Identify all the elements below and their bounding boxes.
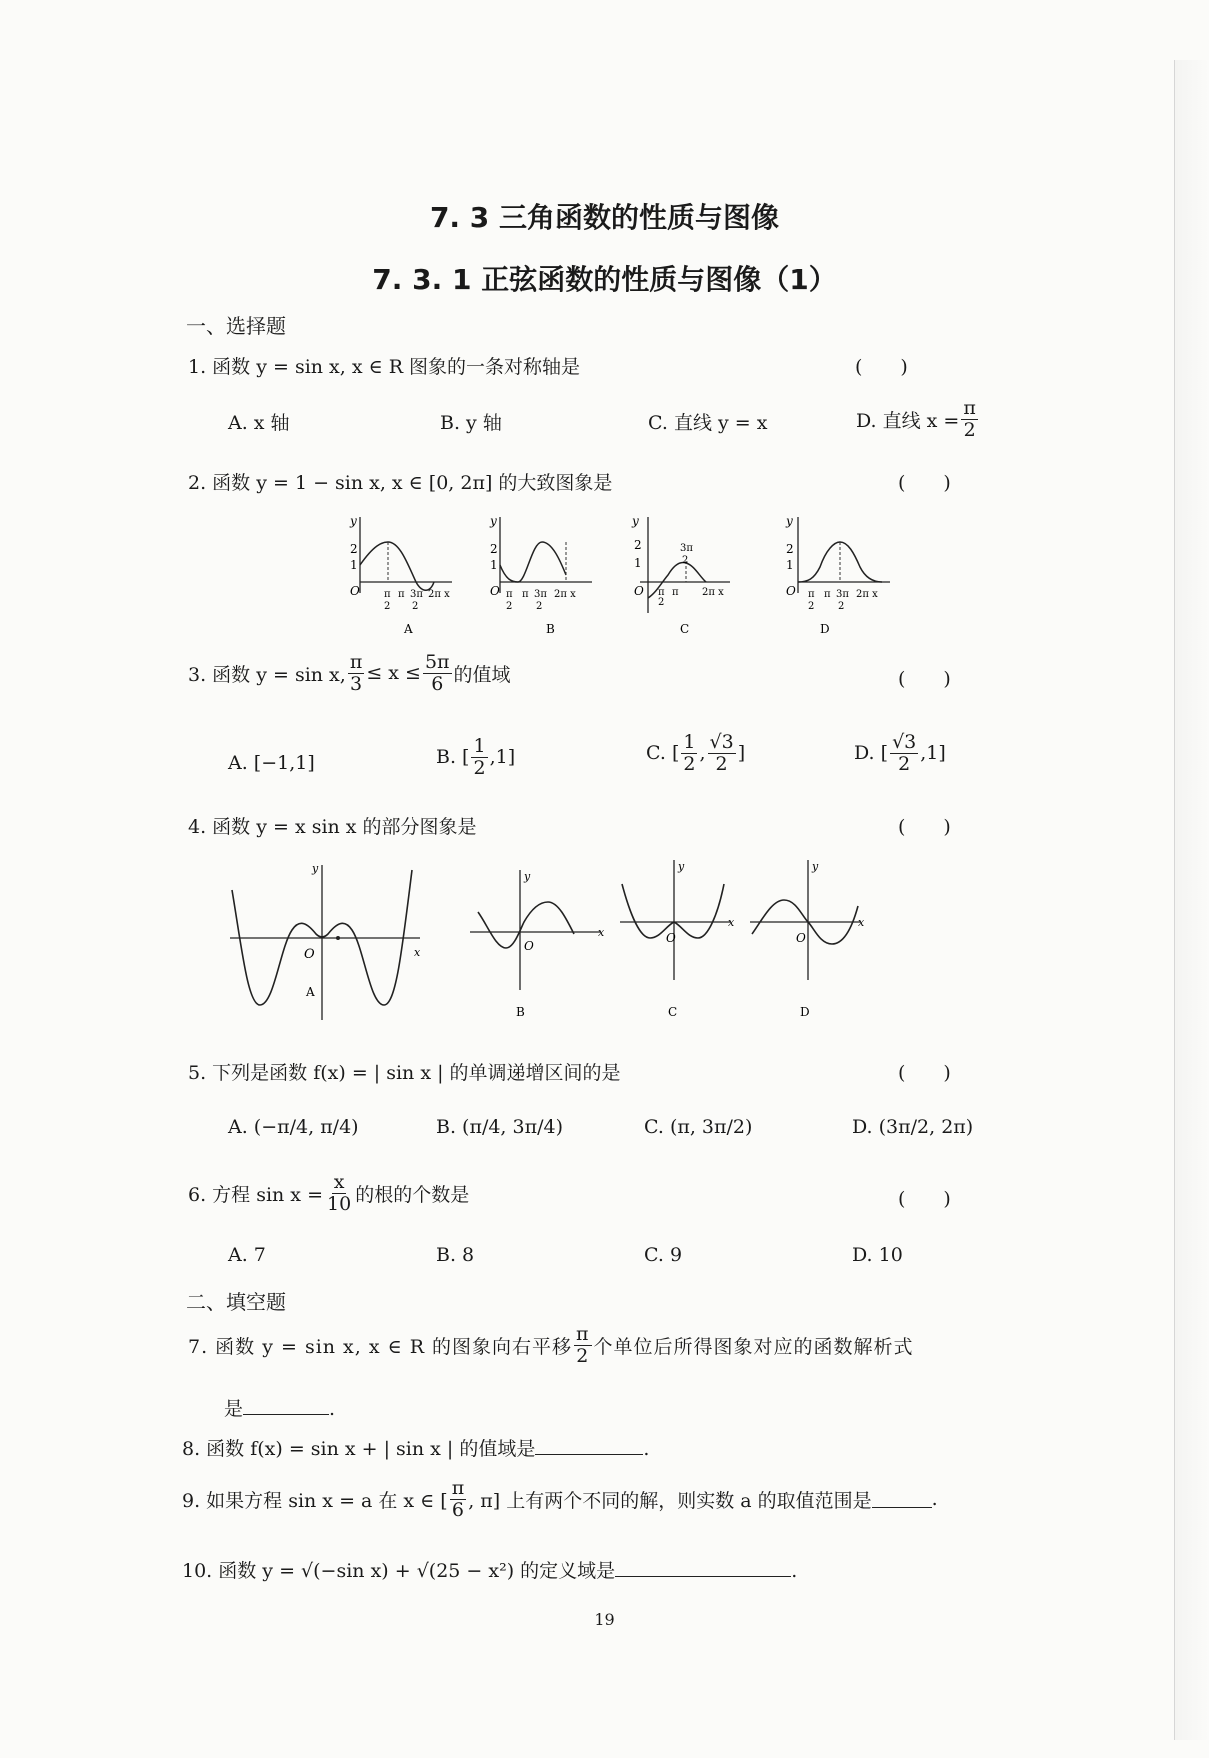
svg-text:2: 2 xyxy=(490,542,498,556)
q4-graph-set xyxy=(220,860,940,1030)
svg-text:2: 2 xyxy=(506,601,513,612)
svg-text:O: O xyxy=(634,584,644,598)
svg-text:2: 2 xyxy=(658,597,665,608)
svg-text:O: O xyxy=(490,584,500,598)
svg-text:3π: 3π xyxy=(410,589,423,600)
svg-text:O: O xyxy=(350,584,360,598)
q1-option-b: B. y 轴 xyxy=(440,412,502,434)
q2-label-a: A xyxy=(404,622,413,636)
svg-text:π: π xyxy=(506,589,513,600)
svg-text:π: π xyxy=(658,587,665,598)
question-10: 10. 函数 y = √(−sin x) + √(25 − x²) 的定义域是 . xyxy=(182,1560,798,1582)
q2-graph-b xyxy=(489,514,592,636)
q2-label-d: D xyxy=(820,622,830,636)
question-1: 1. 函数 y = sin x, x ∈ R 图象的一条对称轴是 xyxy=(188,356,581,378)
q3-option-a: A. [−1,1] xyxy=(228,752,315,774)
svg-text:2π x: 2π x xyxy=(856,589,878,600)
scan-edge xyxy=(1174,60,1209,1740)
q3-option-b: B. [ 1 2 ,1] xyxy=(436,735,516,779)
question-4: 4. 函数 y = x sin x 的部分图象是 xyxy=(188,816,477,838)
svg-text:y: y xyxy=(312,862,319,875)
question-7-line2: 是 . xyxy=(224,1398,336,1420)
svg-text:2: 2 xyxy=(412,601,419,612)
q4-graph-c xyxy=(620,860,735,1019)
svg-text:2: 2 xyxy=(384,601,391,612)
svg-text:π: π xyxy=(672,587,679,598)
svg-text:y: y xyxy=(678,860,685,873)
answer-paren-2: ( ) xyxy=(898,472,951,494)
q3-option-d: D. [ √3 2 ,1] xyxy=(854,731,946,775)
svg-text:π: π xyxy=(808,589,815,600)
section-fill-heading: 二、填空题 xyxy=(186,1290,286,1314)
q5-option-c: C. (π, 3π/2) xyxy=(644,1116,753,1138)
svg-text:O: O xyxy=(786,584,796,598)
svg-text:2: 2 xyxy=(808,601,815,612)
svg-text:2: 2 xyxy=(634,538,642,552)
q4-label-d: D xyxy=(800,1005,810,1019)
question-7: 7. 函数 y = sin x, x ∈ R 的图象向右平移 π 2 个单位后所得图象对应的函数解析式 xyxy=(188,1323,914,1367)
svg-text:1: 1 xyxy=(634,556,642,570)
svg-text:π: π xyxy=(398,589,405,600)
q2-graph-set xyxy=(330,505,930,645)
svg-text:1: 1 xyxy=(786,558,794,572)
section-choice-heading: 一、选择题 xyxy=(186,314,286,338)
q6-option-c: C. 9 xyxy=(644,1244,683,1266)
q9-answer-blank[interactable] xyxy=(872,1491,932,1508)
q4-graph-a xyxy=(230,862,421,1020)
svg-text:O: O xyxy=(524,939,534,953)
svg-text:x: x xyxy=(414,946,421,959)
page-subtitle: 7. 3. 1 正弦函数的性质与图像（1） xyxy=(372,263,837,296)
q8-answer-blank[interactable] xyxy=(535,1438,643,1455)
question-8: 8. 函数 f(x) = sin x + | sin x | 的值域是 . xyxy=(182,1438,650,1460)
svg-text:2π x: 2π x xyxy=(554,589,576,600)
svg-text:π: π xyxy=(522,589,529,600)
answer-paren-1: ( ) xyxy=(855,356,908,378)
svg-text:O: O xyxy=(304,947,315,962)
page-number: 19 xyxy=(594,1610,615,1629)
svg-text:π: π xyxy=(824,589,831,600)
svg-text:2π x: 2π x xyxy=(428,589,450,600)
question-9: 9. 如果方程 sin x = a 在 x ∈ [ π 6 , π] 上有两个不同的解，则实数 a 的取值范围是 . xyxy=(182,1477,938,1521)
q4-label-a: A xyxy=(306,985,315,999)
answer-paren-4: ( ) xyxy=(898,816,951,838)
svg-text:1: 1 xyxy=(490,558,498,572)
svg-text:y: y xyxy=(524,870,531,883)
svg-text:y: y xyxy=(490,514,497,528)
svg-text:y: y xyxy=(812,860,819,873)
svg-text:2: 2 xyxy=(682,555,689,566)
svg-text:O: O xyxy=(796,931,806,945)
svg-text:y: y xyxy=(350,514,357,528)
q2-graph-a xyxy=(349,514,452,636)
svg-text:O: O xyxy=(666,931,676,945)
svg-text:2π x: 2π x xyxy=(702,587,724,598)
svg-text:3π: 3π xyxy=(534,589,547,600)
svg-text:y: y xyxy=(786,514,793,528)
q7-answer-blank[interactable] xyxy=(243,1398,329,1415)
svg-text:x: x xyxy=(728,916,735,929)
q1-option-d: D. 直线 x = $\frac{\pi}{2}$ xyxy=(856,397,976,441)
question-2: 2. 函数 y = 1 − sin x, x ∈ [0, 2π] 的大致图象是 xyxy=(188,472,613,494)
q5-option-d: D. (3π/2, 2π) xyxy=(852,1116,974,1138)
q4-graph-b xyxy=(470,870,605,1019)
q2-label-b: B xyxy=(546,622,555,636)
q10-answer-blank[interactable] xyxy=(615,1560,791,1577)
q5-option-a: A. (−π/4, π/4) xyxy=(228,1116,359,1138)
q6-option-d: D. 10 xyxy=(852,1244,903,1266)
svg-text:y: y xyxy=(632,514,639,528)
svg-text:2: 2 xyxy=(838,601,845,612)
svg-text:2: 2 xyxy=(536,601,543,612)
q1-option-a: A. x 轴 xyxy=(228,412,290,434)
answer-paren-5: ( ) xyxy=(898,1062,951,1084)
q3-option-c: C. [ 1 2 , √3 2 ] xyxy=(646,731,746,775)
q1-option-c: C. 直线 y = x xyxy=(648,412,768,434)
question-5: 5. 下列是函数 f(x) = | sin x | 的单调递增区间的是 xyxy=(188,1062,621,1084)
q2-graph-d xyxy=(785,514,890,636)
svg-text:x: x xyxy=(598,926,605,939)
q2-graph-c xyxy=(631,514,730,636)
svg-text:2: 2 xyxy=(786,542,794,556)
q5-option-b: B. (π/4, 3π/4) xyxy=(436,1116,563,1138)
answer-paren-6: ( ) xyxy=(898,1188,951,1210)
answer-paren-3: ( ) xyxy=(898,668,951,690)
svg-text:x: x xyxy=(858,916,865,929)
q4-label-c: C xyxy=(668,1005,678,1019)
q6-option-b: B. 8 xyxy=(436,1244,475,1266)
svg-text:3π: 3π xyxy=(680,543,693,554)
svg-text:1: 1 xyxy=(350,558,358,572)
svg-text:2: 2 xyxy=(350,542,358,556)
question-6: 6. 方程 sin x = $\frac{x}{10}$ 的根的个数是 xyxy=(188,1171,470,1215)
q4-graph-d xyxy=(750,860,865,1019)
page-title: 7. 3 三角函数的性质与图像 xyxy=(429,201,780,234)
question-3: 3. 函数 y = sin x, $\frac{\pi}{3}$ ≤ x ≤ $\frac{5\pi}{6}$ 的值域 xyxy=(188,651,511,695)
svg-text:π: π xyxy=(384,589,391,600)
q6-option-a: A. 7 xyxy=(228,1244,266,1266)
svg-text:3π: 3π xyxy=(836,589,849,600)
q4-label-b: B xyxy=(516,1005,525,1019)
q2-label-c: C xyxy=(680,622,690,636)
